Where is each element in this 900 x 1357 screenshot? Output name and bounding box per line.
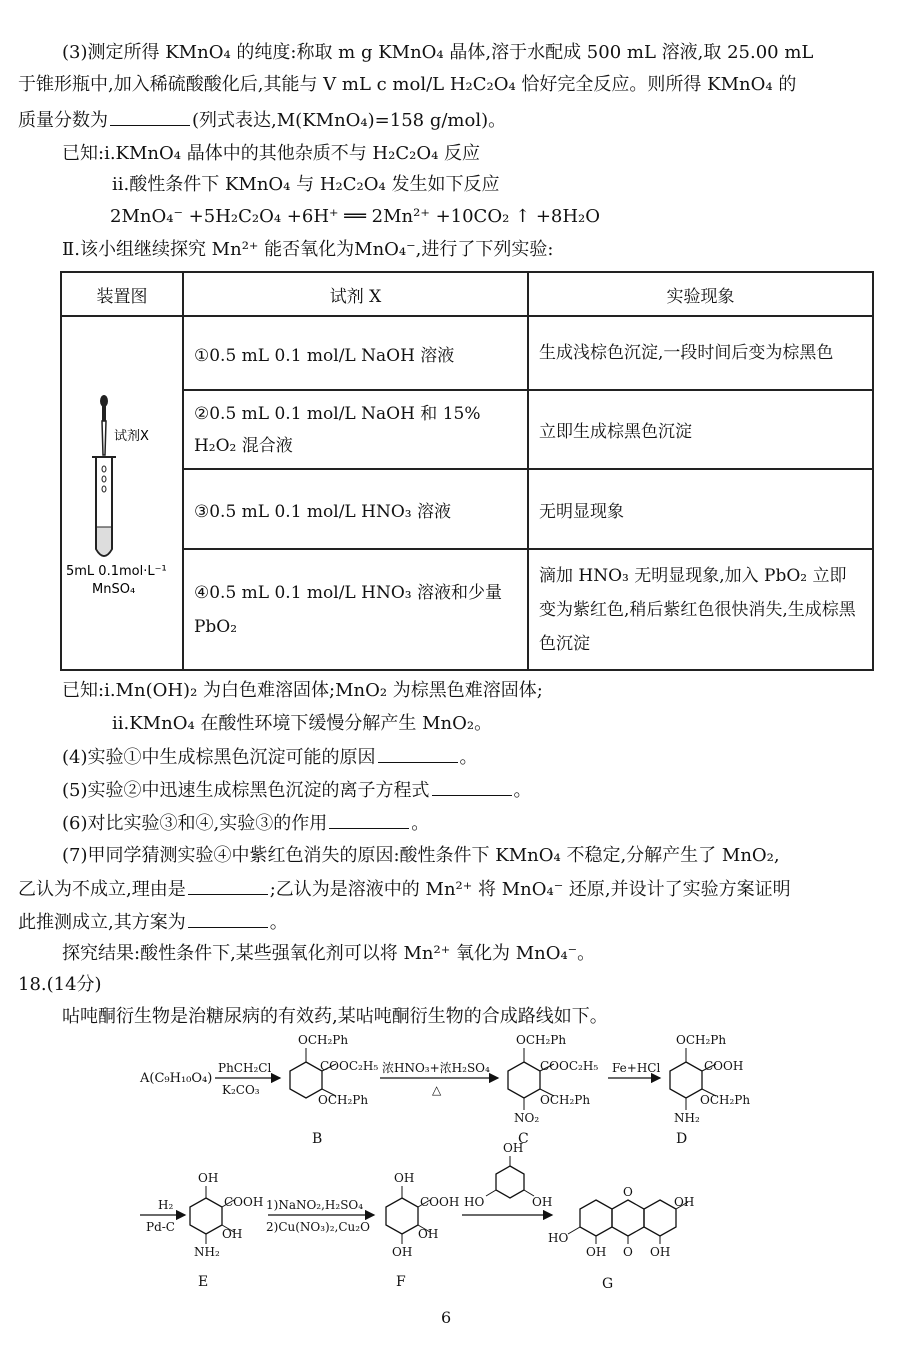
phenomenon-cell-2: 立即生成棕黑色沉淀 [528, 390, 873, 468]
q3-known-2: ⅱ.酸性条件下 KMnO₄ 与 H₂C₂O₄ 发生如下反应 [112, 174, 500, 195]
header-phenomenon: 实验现象 [528, 272, 873, 316]
question-7-line2: 乙认为不成立,理由是 ;乙认为是溶液中的 Mn²⁺ 将 MnO₄⁻ 还原,并设计了实验方案证明 [18, 876, 791, 903]
phloroglucinol-molecule [464, 1141, 552, 1209]
svg-text:K₂CO₃: K₂CO₃ [222, 1083, 260, 1097]
dropper-icon [100, 395, 108, 455]
synthesis-route [0, 1030, 900, 1350]
answer-blank[interactable] [188, 876, 268, 895]
phenomenon-cell-1: 生成浅棕色沉淀,一段时间后变为棕黑色 [528, 316, 873, 390]
known-b: ⅱ.KMnO₄ 在酸性环境下缓慢分解产生 MnO₂。 [112, 713, 493, 734]
svg-text:H₂: H₂ [158, 1198, 174, 1212]
table-header-row [61, 272, 873, 316]
q3-line3 [18, 107, 506, 134]
svg-text:COOH: COOH [224, 1195, 264, 1209]
svg-text:OCH₂Ph: OCH₂Ph [298, 1033, 349, 1047]
svg-text:△: △ [432, 1083, 442, 1097]
result-text: 探究结果:酸性条件下,某些强氧化剂可以将 Mn²⁺ 氧化为 MnO₄⁻。 [62, 943, 596, 964]
q3-line2: 于锥形瓶中,加入稀硫酸酸化后,其能与 V mL c mol/L H₂C₂O₄ 恰好完全反应。则所得 KMnO₄ 的 [18, 74, 797, 95]
q3-equation: 2MnO₄⁻ +5H₂C₂O₄ +6H⁺ ══ 2Mn²⁺ +10CO₂ ↑ +8H₂O [110, 206, 601, 227]
question-7-line3: 此推测成立,其方案为 。 [18, 909, 288, 936]
tube-label-1: 5mL 0.1mol·L⁻¹ [66, 564, 167, 579]
known-a: 已知:ⅰ.Mn(OH)₂ 为白色难溶固体;MnO₂ 为棕黑色难溶固体; [62, 680, 543, 701]
answer-blank[interactable] [188, 909, 268, 928]
svg-text:OH: OH [198, 1171, 219, 1185]
phenomenon-cell-3: 无明显现象 [528, 469, 873, 549]
svg-text:浓HNO₃+浓H₂SO₄: 浓HNO₃+浓H₂SO₄ [382, 1061, 490, 1075]
header-reagent: 试剂 X [183, 272, 528, 316]
phenomenon-cell-4: 滴加 HNO₃ 无明显现象,加入 PbO₂ 立即变为紫红色,稍后紫红色很快消失,生成棕黑色沉淀 [528, 549, 873, 670]
svg-text:OH: OH [674, 1195, 695, 1209]
svg-text:2)Cu(NO₃)₂,Cu₂O: 2)Cu(NO₃)₂,Cu₂O [266, 1220, 370, 1234]
molecule-d [670, 1033, 750, 1125]
experiment-table [60, 271, 874, 671]
answer-blank[interactable] [329, 810, 409, 829]
q3-known-1: 已知:ⅰ.KMnO₄ 晶体中的其他杂质不与 H₂C₂O₄ 反应 [62, 143, 481, 164]
svg-text:OH: OH [586, 1245, 607, 1259]
reagent-cell-2: ②0.5 mL 0.1 mol/L NaOH 和 15% H₂O₂ 混合液 [183, 390, 528, 468]
question-7-line1: (7)甲同学猜测实验④中紫红色消失的原因:酸性条件下 KMnO₄ 不稳定,分解产生了 MnO₂, [62, 845, 780, 866]
apparatus-cell [61, 316, 183, 670]
svg-text:OH: OH [503, 1141, 524, 1155]
molecule-b [290, 1033, 378, 1107]
svg-text:1)NaNO₂,H₂SO₄: 1)NaNO₂,H₂SO₄ [266, 1198, 364, 1212]
tube-label-2: MnSO₄ [92, 582, 136, 597]
svg-text:COOC₂H₅: COOC₂H₅ [320, 1059, 379, 1073]
compound-a: A(C₉H₁₀O₄) [140, 1071, 213, 1086]
q3-line1: (3)测定所得 KMnO₄ 的纯度:称取 m g KMnO₄ 晶体,溶于水配成 500 mL 溶液,取 25.00 mL [62, 42, 814, 63]
reagent-cell-4: ④0.5 mL 0.1 mol/L HNO₃ 溶液和少量 PbO₂ [183, 549, 528, 670]
svg-text:COOC₂H₅: COOC₂H₅ [540, 1059, 599, 1073]
question-6: (6)对比实验③和④,实验③的作用 。 [62, 810, 429, 837]
label-d: D [676, 1131, 688, 1147]
q3-line3-post: (列式表达,M(KMnO₄)=158 g/mol)。 [192, 110, 507, 131]
svg-text:OH: OH [392, 1245, 413, 1259]
svg-text:PhCH₂Cl: PhCH₂Cl [218, 1061, 272, 1075]
answer-blank[interactable] [110, 107, 190, 126]
molecule-c [508, 1033, 598, 1125]
question-4: (4)实验①中生成棕黑色沉淀可能的原因 。 [62, 744, 478, 771]
header-apparatus: 装置图 [61, 272, 183, 316]
reagent-x-label: 试剂X [114, 429, 149, 444]
svg-text:OCH₂Ph: OCH₂Ph [318, 1093, 369, 1107]
answer-blank[interactable] [378, 744, 458, 763]
molecule-g [548, 1185, 694, 1259]
svg-text:OH: OH [222, 1227, 243, 1241]
svg-text:NO₂: NO₂ [514, 1111, 540, 1125]
reagent-cell-1: ①0.5 mL 0.1 mol/L NaOH 溶液 [183, 316, 528, 390]
svg-text:OCH₂Ph: OCH₂Ph [700, 1093, 751, 1107]
page-number: 6 [441, 1308, 452, 1327]
svg-text:OCH₂Ph: OCH₂Ph [540, 1093, 591, 1107]
molecule-e [190, 1171, 263, 1259]
svg-text:OCH₂Ph: OCH₂Ph [516, 1033, 567, 1047]
molecule-f [386, 1171, 459, 1259]
svg-text:OH: OH [418, 1227, 439, 1241]
svg-text:O: O [623, 1185, 633, 1199]
reagent-cell-3: ③0.5 mL 0.1 mol/L HNO₃ 溶液 [183, 469, 528, 549]
q18-intro: 呫吨酮衍生物是治糖尿病的有效药,某呫吨酮衍生物的合成路线如下。 [62, 1006, 608, 1027]
svg-text:OCH₂Ph: OCH₂Ph [676, 1033, 727, 1047]
label-e: E [198, 1274, 209, 1290]
svg-text:NH₂: NH₂ [194, 1245, 220, 1259]
svg-text:COOH: COOH [704, 1059, 744, 1073]
table-row [61, 316, 873, 390]
label-b: B [312, 1131, 323, 1147]
label-f: F [396, 1274, 406, 1290]
svg-text:O: O [623, 1245, 633, 1259]
question-5: (5)实验②中迅速生成棕黑色沉淀的离子方程式 。 [62, 777, 532, 804]
svg-text:OH: OH [650, 1245, 671, 1259]
svg-text:OH: OH [532, 1195, 553, 1209]
label-c: C [518, 1131, 529, 1147]
answer-blank[interactable] [432, 777, 512, 796]
svg-text:HO: HO [464, 1195, 485, 1209]
q18-header: 18.(14分) [18, 974, 102, 995]
part2-intro: Ⅱ.该小组继续探究 Mn²⁺ 能否氧化为MnO₄⁻,进行了下列实验: [62, 239, 554, 260]
svg-text:Pd-C: Pd-C [146, 1220, 175, 1234]
svg-text:NH₂: NH₂ [674, 1111, 700, 1125]
svg-text:HO: HO [548, 1231, 569, 1245]
svg-text:OH: OH [394, 1171, 415, 1185]
q3-line3-pre: 质量分数为 [18, 110, 108, 131]
test-tube-diagram [62, 317, 180, 669]
svg-text:Fe+HCl: Fe+HCl [612, 1061, 661, 1075]
svg-text:COOH: COOH [420, 1195, 460, 1209]
label-g: G [602, 1276, 614, 1292]
